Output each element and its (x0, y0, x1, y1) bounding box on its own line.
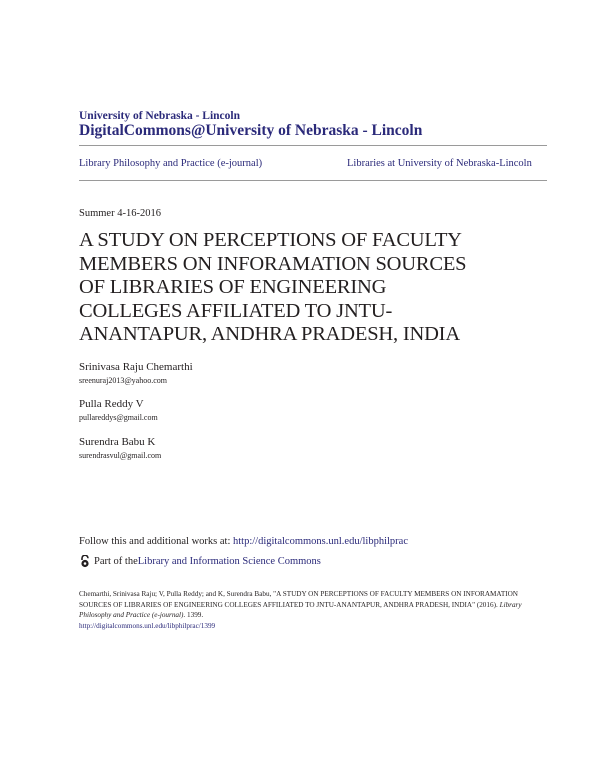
title-line: ANANTAPUR, ANDHRA PRADESH, INDIA (79, 323, 460, 345)
commons-link[interactable]: Library and Information Science Commons (137, 556, 321, 567)
title-line: A STUDY ON PERCEPTIONS OF FACULTY (79, 229, 462, 251)
author-name: Srinivasa Raju Chemarthi (79, 361, 193, 373)
author-email[interactable]: pullareddys@gmail.com (79, 413, 158, 422)
citation-suffix: . 1399. (183, 611, 204, 619)
citation-journal: Library Philosophy and Practice (e-journal) (79, 600, 522, 619)
institution-name[interactable]: University of Nebraska - Lincoln (79, 110, 240, 122)
header-divider-bottom (79, 180, 547, 181)
journal-link[interactable]: Library Philosophy and Practice (e-journal) (79, 158, 263, 169)
author-name: Pulla Reddy V (79, 398, 144, 410)
author-email[interactable]: surendrasvul@gmail.com (79, 451, 162, 460)
citation-text: Chemarthi, Srinivasa Raju; V, Pulla Reddy; and K, Surendra Babu, "A STUDY ON PERCEPTIONS OF FACULTY MEMBERS ON INFORAMATION SOURCES OF LIBRARIES OF ENGINEERING COLLEGES AFFILIATED TO JNTU-ANANTAPUR, ANDHRA PRADESH, INDIA" (2016). (79, 590, 518, 609)
title-line: COLLEGES AFFILIATED TO JNTU- (79, 299, 393, 322)
part-of-text: Part of the (94, 556, 138, 567)
follow-text: Follow this and additional works at: (79, 536, 233, 547)
citation-url[interactable]: http://digitalcommons.unl.edu/libphilprac/1399 (79, 621, 216, 630)
author-name: Surendra Babu K (79, 436, 156, 448)
follow-line (79, 536, 408, 547)
citation-block (79, 589, 539, 631)
libraries-link[interactable]: Libraries at University of Nebraska-Lincoln (347, 158, 532, 169)
author-email[interactable]: sreenuraj2013@yahoo.com (79, 376, 168, 385)
repository-name[interactable]: DigitalCommons@University of Nebraska - Lincoln (79, 122, 423, 139)
title-line: MEMBERS ON INFORAMATION SOURCES (79, 252, 467, 275)
open-access-lock-icon (79, 555, 91, 568)
follow-link[interactable]: http://digitalcommons.unl.edu/libphilprac (233, 536, 408, 547)
title-line: OF LIBRARIES OF ENGINEERING (79, 276, 387, 298)
part-of-line (79, 555, 321, 568)
publication-date: Summer 4-16-2016 (79, 208, 161, 219)
header-divider-top (79, 145, 547, 146)
article-title (79, 229, 529, 347)
